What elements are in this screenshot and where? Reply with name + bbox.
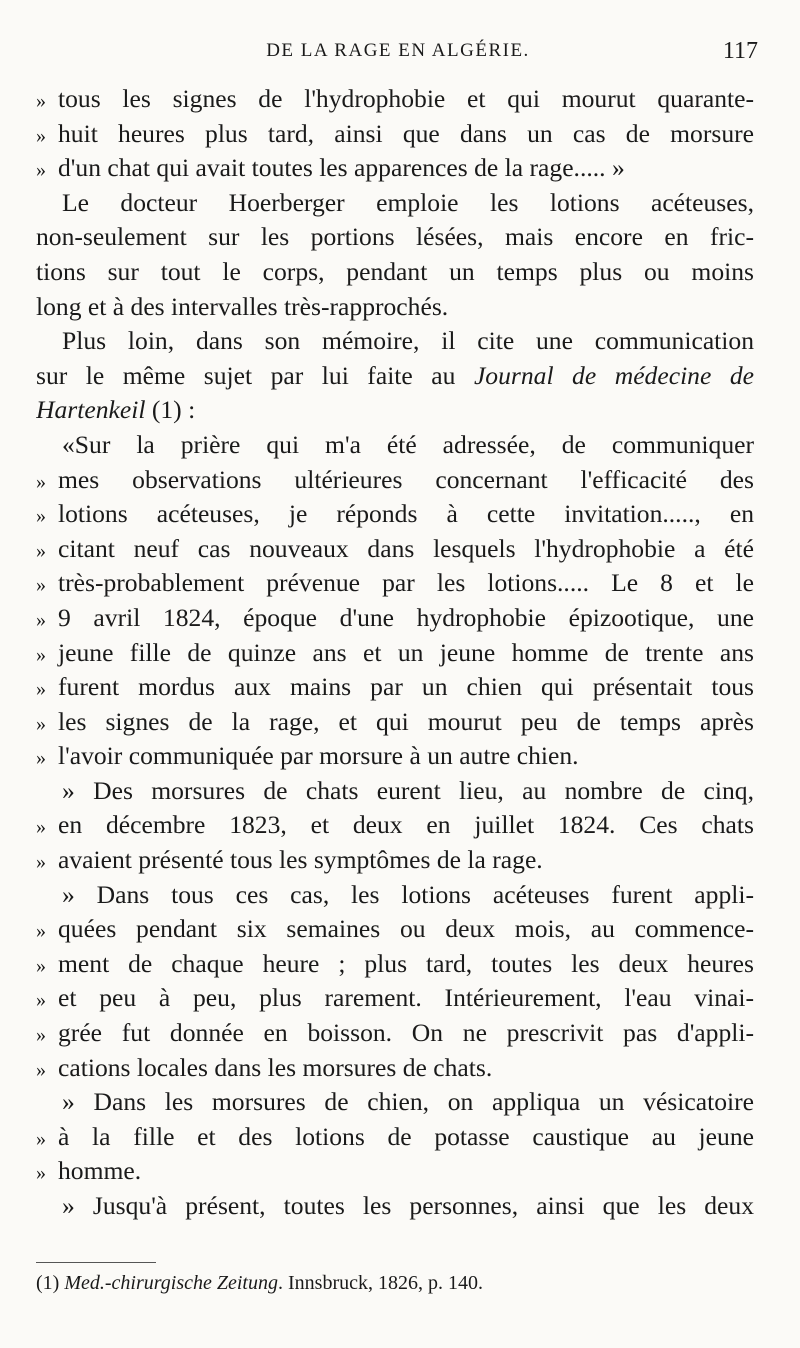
italic-text: Journal de médecine de — [473, 360, 754, 390]
text-line — [36, 1051, 754, 1086]
quote-mark: » — [36, 816, 46, 839]
line-text: citant neuf cas nouveaux dans lesquels l'hydrophobie a été — [58, 533, 754, 563]
text-line — [36, 324, 754, 359]
line-text: quées pendant six semaines ou deux mois, au commence- — [58, 914, 754, 944]
line-text: » Jusqu'à présent, toutes les personnes, ainsi que les deux — [62, 1191, 754, 1220]
text-line — [36, 1085, 754, 1120]
line-text: avaient présenté tous les symptômes de la rage. — [58, 845, 543, 875]
quote-mark: » — [36, 608, 46, 631]
line-text: l'avoir communiquée par morsure à un autre chien. — [58, 741, 579, 771]
text-line — [36, 705, 754, 740]
quote-mark: » — [36, 90, 46, 112]
running-title: DE LA RAGE EN ALGÉRIE. — [266, 40, 530, 61]
text-line — [36, 912, 754, 947]
line-text: 9 avril 1824, époque d'une hydrophobie épizootique, une — [58, 602, 754, 632]
line-text: furent mordus aux mains par un chien qui présentait tous — [58, 672, 754, 702]
line-text: » Dans les morsures de chien, on appliqua un vésicatoire — [62, 1087, 754, 1117]
text-line — [36, 117, 754, 152]
text-line — [36, 1120, 754, 1155]
text-line — [36, 636, 754, 671]
text-line — [36, 878, 754, 913]
text-line — [36, 808, 754, 843]
text-line — [36, 151, 754, 186]
text-line — [36, 359, 754, 394]
line-text: très-probablement prévenue par les lotions..... Le 8 et le — [58, 568, 754, 598]
quote-mark: » — [36, 159, 46, 182]
line-text: d'un chat qui avait toutes les apparences de la rage..... » — [58, 153, 625, 183]
line-text: tous les signes de l'hydrophobie et qui mourut quarante- — [58, 84, 754, 113]
line-text: non-seulement sur les portions lésées, mais encore en fric- — [36, 222, 754, 252]
text-line — [36, 843, 754, 878]
line-text: «Sur la prière qui m'a été adressée, de communiquer — [62, 429, 754, 459]
line-text: Le docteur Hoerberger emploie les lotions acéteuses, — [62, 187, 754, 217]
text-line — [36, 1016, 754, 1051]
line-text: ment de chaque heure ; plus tard, toutes les deux heures — [58, 948, 754, 978]
quote-mark: » — [36, 920, 46, 943]
line-text: tions sur tout le corps, pendant un temps plus ou moins — [36, 256, 754, 286]
text-line — [36, 428, 754, 463]
text-line — [36, 220, 754, 255]
quote-mark: » — [36, 574, 46, 597]
page-number: 117 — [722, 38, 758, 64]
text-line — [36, 601, 754, 636]
quote-mark: » — [36, 712, 46, 735]
quote-mark: » — [36, 747, 46, 770]
quote-mark: » — [36, 989, 46, 1012]
text-line — [36, 82, 754, 117]
line-text: cations locales dans les morsures de chats. — [58, 1052, 493, 1082]
line-text: à la fille et des lotions de potasse caustique au jeune — [58, 1121, 754, 1151]
line-text: en décembre 1823, et deux en juillet 1824. Ces chats — [58, 810, 754, 840]
text-line — [36, 290, 754, 325]
footnote-journal-title: Med.-chirurgische Zeitung — [64, 1272, 278, 1294]
body-text — [36, 82, 754, 1224]
text-line — [36, 186, 754, 221]
quote-mark: » — [36, 954, 46, 977]
page-header — [36, 38, 760, 70]
line-text: mes observations ultérieures concernant l'efficacité des — [58, 464, 754, 494]
line-text: (1) : — [145, 395, 196, 425]
line-text: huit heures plus tard, ainsi que dans un cas de morsure — [58, 118, 754, 148]
line-text: jeune fille de quinze ans et un jeune homme de trente ans — [58, 637, 754, 667]
text-line — [36, 1154, 754, 1189]
line-text: grée fut donnée en boisson. On ne prescrivit pas d'appli- — [58, 1018, 754, 1048]
quote-mark: » — [36, 1127, 46, 1150]
quote-mark: » — [36, 124, 46, 147]
text-line — [36, 774, 754, 809]
text-line — [36, 670, 754, 705]
line-text: Plus loin, dans son mémoire, il cite une communication — [62, 326, 754, 356]
text-line — [36, 532, 754, 567]
line-text: et peu à peu, plus rarement. Intérieurement, l'eau vinai- — [58, 983, 754, 1013]
quote-mark: » — [36, 851, 46, 874]
text-line — [36, 947, 754, 982]
quote-mark: » — [36, 678, 46, 701]
text-line — [36, 497, 754, 532]
text-line — [36, 1189, 754, 1224]
line-text: » Dans tous ces cas, les lotions acéteuses furent appli- — [62, 879, 754, 909]
text-line — [36, 393, 754, 428]
quote-mark: » — [36, 470, 46, 493]
line-text: les signes de la rage, et qui mourut peu de temps après — [58, 706, 754, 736]
line-text: long et à des intervalles très-rapprochés. — [36, 291, 449, 321]
line-text: sur le même sujet par lui faite au — [36, 360, 474, 390]
footnote-citation: . Innsbruck, 1826, p. 140. — [278, 1272, 483, 1294]
quote-mark: » — [36, 1024, 46, 1047]
line-text: homme. — [58, 1156, 142, 1186]
quote-mark: » — [36, 643, 46, 666]
footnote — [36, 1272, 754, 1295]
text-line — [36, 255, 754, 290]
quote-mark: » — [36, 505, 46, 528]
text-line — [36, 566, 754, 601]
text-line — [36, 739, 754, 774]
italic-text: Hartenkeil — [36, 395, 146, 425]
footnote-marker: (1) — [36, 1272, 60, 1294]
footnote-rule — [36, 1262, 156, 1263]
quote-mark: » — [36, 539, 46, 562]
quote-mark: » — [36, 1058, 46, 1081]
quote-mark: » — [36, 1162, 46, 1185]
text-line — [36, 981, 754, 1016]
text-line — [36, 463, 754, 498]
line-text: » Des morsures de chats eurent lieu, au nombre de cinq, — [62, 775, 754, 805]
line-text: lotions acéteuses, je réponds à cette invitation....., en — [58, 499, 754, 529]
